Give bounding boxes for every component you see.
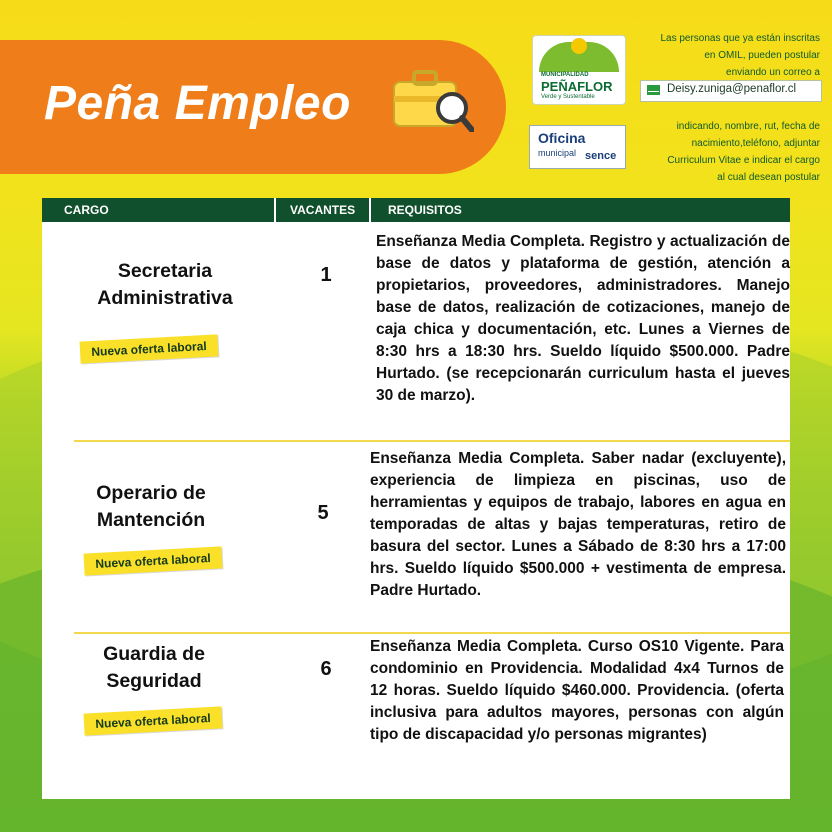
new-offer-tag: Nueva oferta laboral: [80, 334, 219, 363]
oficina-logo-sub: municipal: [538, 148, 577, 158]
email-address[interactable]: Deisy.zuniga@penaflor.cl: [667, 83, 797, 95]
info-line: Las personas que ya están inscritas: [660, 33, 820, 44]
job-title: Secretaria Administrativa: [97, 260, 233, 309]
row-divider: [74, 632, 790, 634]
new-offer-tag: Nueva oferta laboral: [84, 546, 223, 575]
vacancies-count: 6: [320, 658, 332, 680]
municipal-logo-tagline: Verde y Sustentable: [541, 94, 595, 100]
vacancies-count: 1: [320, 264, 332, 286]
oficina-logo-brand: sence: [585, 150, 617, 162]
job-requirements: Enseñanza Media Completa. Curso OS10 Vigente. Para condominio en Providencia. Modalidad 4x4 Turnos de 12 horas. Sueldo líquido $460.000. Providencia. (oferta inclusiva para adultos mayores, personas con algún tipo de discapacidad y/o personas migrantes): [370, 638, 784, 743]
info-line: Curriculum Vitae e indicar el cargo: [667, 155, 820, 166]
job-title: Guardia de Seguridad: [103, 643, 205, 692]
email-box[interactable]: [640, 80, 822, 102]
info-line: al cual desean postular: [717, 172, 820, 183]
page-title: Peña Empleo: [44, 77, 351, 130]
row-divider: [74, 440, 790, 442]
job-title: Operario de Mantención: [96, 482, 206, 531]
column-cargo: CARGO: [64, 203, 109, 217]
header-divider: [369, 198, 371, 222]
job-requirements: Enseñanza Media Completa. Registro y actualización de base de datos y plataforma de gestión, atención a propietarios, proveedores, administradores. Manejo base de datos, realización de cotizaciones, manejo de caja chica y documentación, etc. Lunes a Viernes de 8:30 hrs a 18:30 hrs. Sueldo líquido $500.000. Padre Hurtado. (se recepcionarán curriculum hasta el jueves 30 de marzo).: [376, 233, 790, 404]
column-requisitos: REQUISITOS: [388, 203, 462, 217]
info-line: en OMIL, pueden postular: [704, 50, 820, 61]
vacancies-count: 5: [317, 502, 329, 524]
info-text-bottom: [600, 118, 820, 186]
info-line: nacimiento,teléfono, adjuntar: [691, 138, 820, 149]
column-vacantes: VACANTES: [290, 203, 356, 217]
mail-icon: [647, 85, 660, 95]
job-requirements: Enseñanza Media Completa. Saber nadar (excluyente), experiencia de limpieza en piscinas, uso de herramientas y equipos de trabajo, labores en agua en temporadas de altas y bajas temperaturas, retiro de basura del sector. Lunes a Sábado de 8:30 hrs a 17:00 hrs. Sueldo líquido $500.000 + vestimenta de empresa. Padre Hurtado.: [370, 450, 786, 599]
info-line: indicando, nombre, rut, fecha de: [676, 121, 820, 132]
municipal-logo-name: PEÑAFLOR: [541, 79, 613, 94]
info-line: enviando un correo a: [726, 67, 820, 78]
municipal-logo-line: MUNICIPALIDAD: [541, 72, 589, 78]
municipal-logo: [532, 35, 626, 105]
info-text-top: [620, 30, 820, 81]
table-header: [42, 198, 790, 222]
new-offer-tag: Nueva oferta laboral: [84, 706, 223, 735]
briefcase-search-icon: [392, 68, 474, 132]
header-divider: [274, 198, 276, 222]
oficina-logo-title: Oficina: [538, 130, 586, 146]
